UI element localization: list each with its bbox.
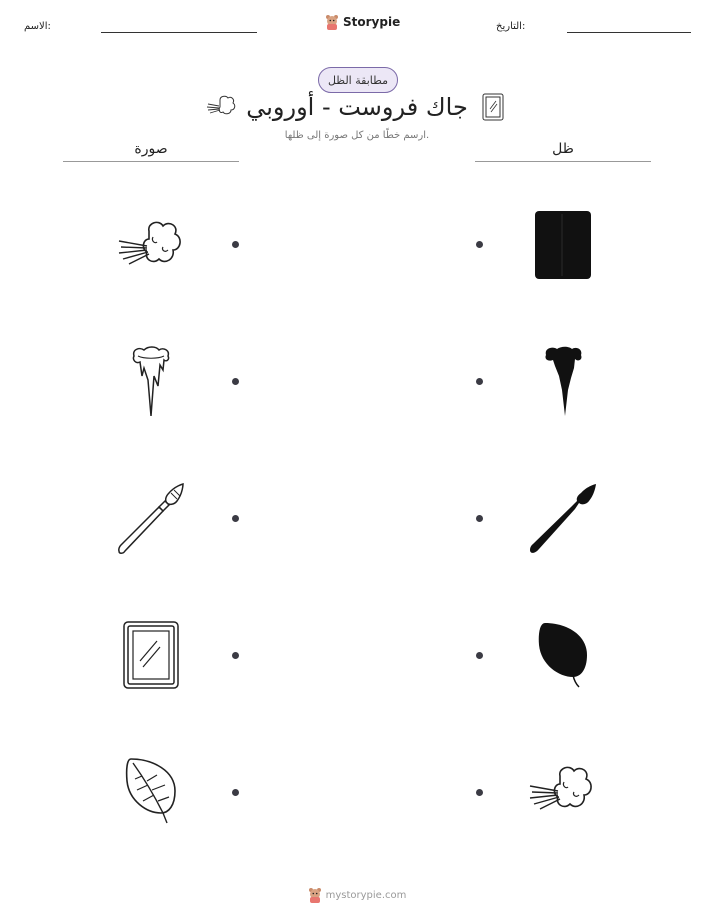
leaf-icon[interactable] xyxy=(125,757,179,825)
shadow-dot-3[interactable] xyxy=(476,515,483,522)
shadow-dot-4[interactable] xyxy=(476,652,483,659)
pictures-column-header: صورة xyxy=(134,141,168,157)
leaf-shadow-icon[interactable] xyxy=(537,621,589,689)
picture-dot-2[interactable] xyxy=(232,378,239,385)
mirror-title-icon xyxy=(482,93,504,121)
picture-dot-1[interactable] xyxy=(232,241,239,248)
pictures-header-underline xyxy=(63,161,239,162)
wind-gust-shadow-icon[interactable] xyxy=(528,764,598,820)
instructions: ارسم خطًا من كل صورة إلى ظلها. xyxy=(284,130,430,141)
shadows-header-underline xyxy=(475,161,651,162)
shadow-dot-1[interactable] xyxy=(476,241,483,248)
name-label: الاسم: xyxy=(24,21,51,32)
wind-gust-icon[interactable] xyxy=(117,217,187,275)
shadows-column-header: ظل xyxy=(552,141,574,157)
paintbrush-icon[interactable] xyxy=(117,483,187,555)
icicle-icon[interactable] xyxy=(130,346,172,418)
date-label: التاريخ: xyxy=(496,21,526,32)
paintbrush-shadow-icon[interactable] xyxy=(529,483,597,555)
picture-dot-3[interactable] xyxy=(232,515,239,522)
page-title: جاك فروست - أوروبي xyxy=(246,93,468,121)
mirror-icon[interactable] xyxy=(123,621,179,689)
shadow-dot-5[interactable] xyxy=(476,789,483,796)
name-line[interactable] xyxy=(101,32,257,33)
bear-logo-icon xyxy=(325,14,339,30)
bear-logo-icon xyxy=(308,887,322,903)
mirror-shadow-icon[interactable] xyxy=(535,211,591,279)
date-line[interactable] xyxy=(567,32,691,33)
icicle-shadow-icon[interactable] xyxy=(543,346,583,418)
footer xyxy=(0,887,714,903)
brand-name: Storypie xyxy=(343,15,401,29)
picture-dot-5[interactable] xyxy=(232,789,239,796)
brand-logo xyxy=(325,14,400,30)
worksheet-type-badge: مطابقة الظل xyxy=(318,67,398,93)
footer-url[interactable]: mystorypie.com xyxy=(325,889,407,901)
shadow-dot-2[interactable] xyxy=(476,378,483,385)
picture-dot-4[interactable] xyxy=(232,652,239,659)
